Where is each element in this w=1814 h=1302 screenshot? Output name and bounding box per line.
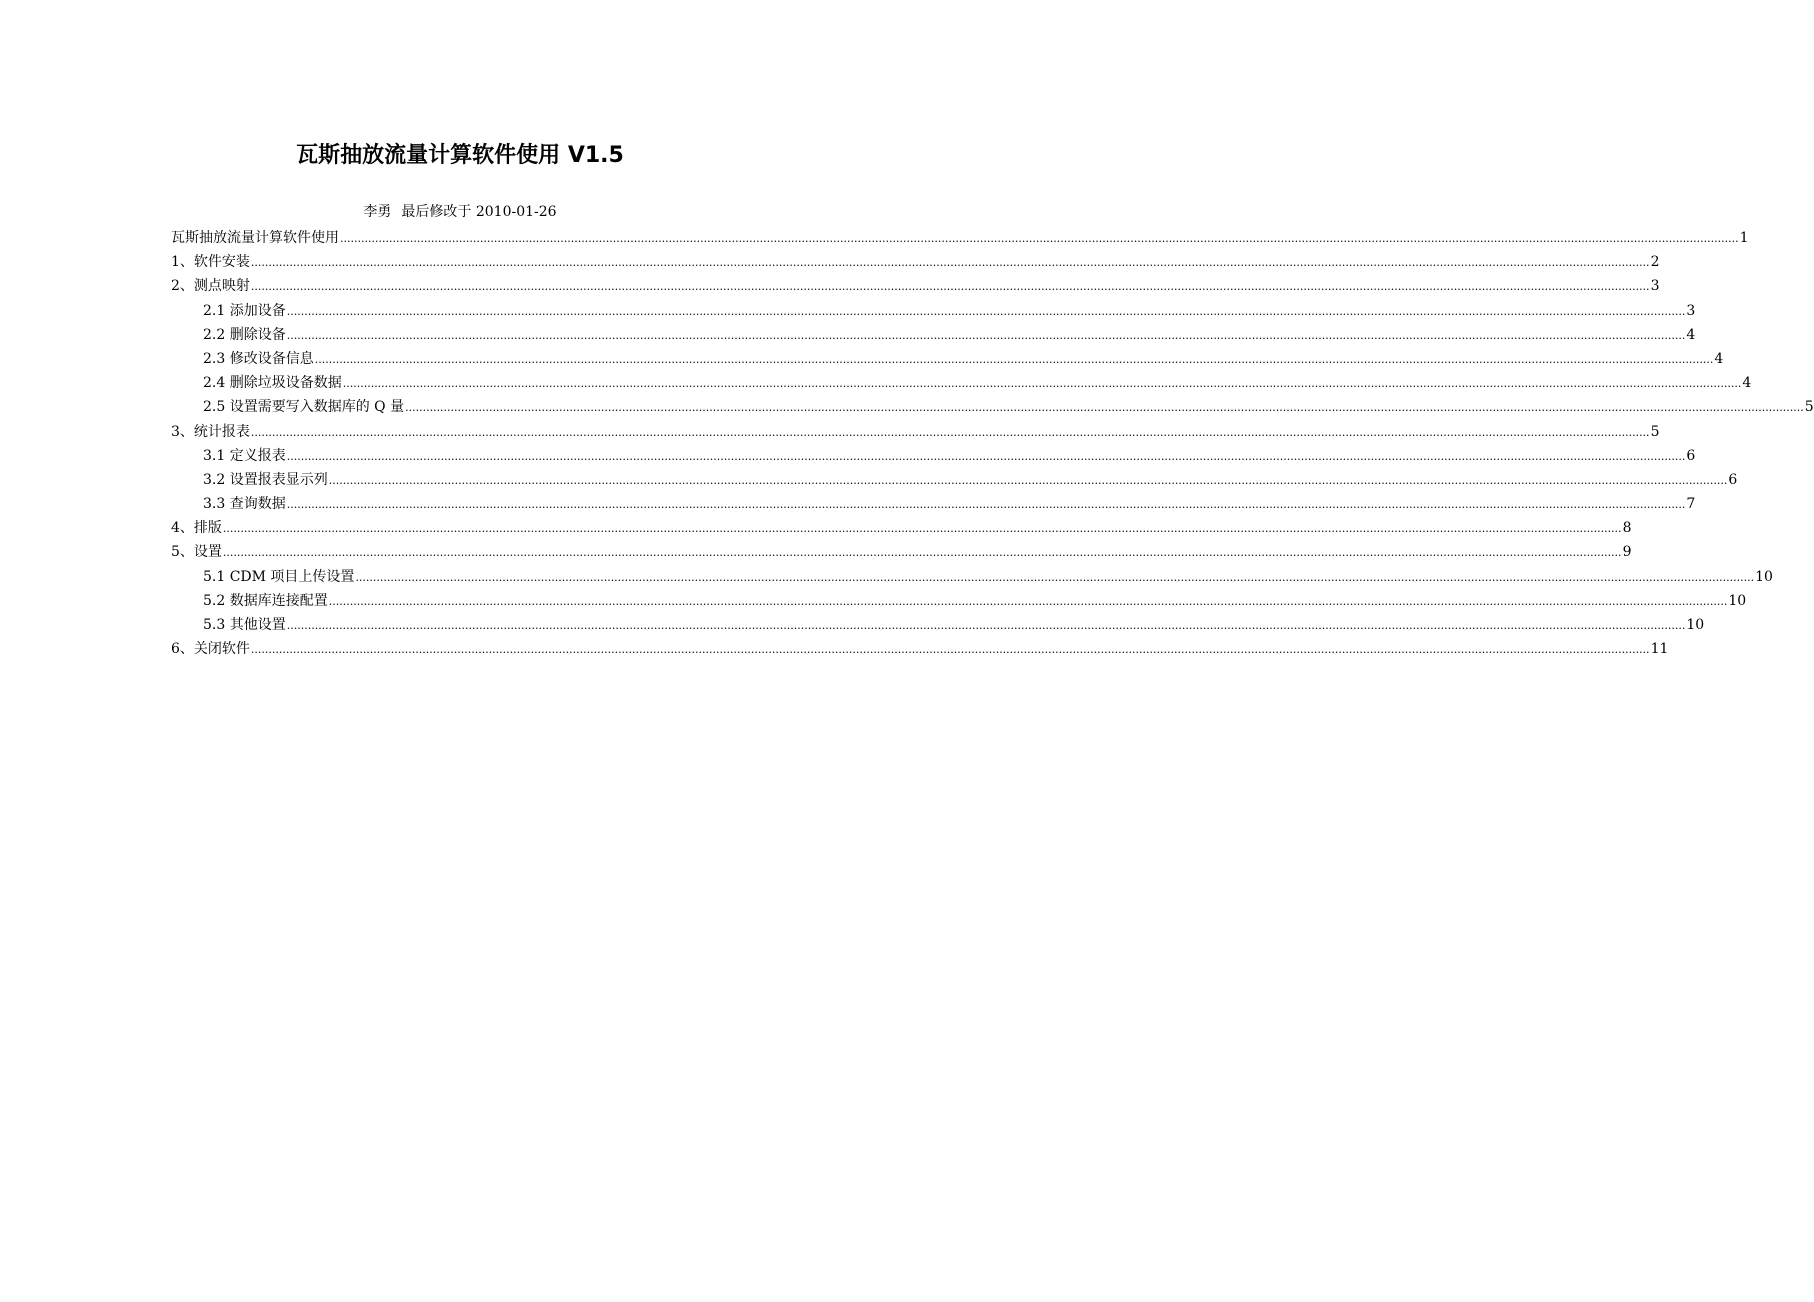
toc-entry-title: 5.1 CDM 项目上传设置 bbox=[203, 568, 355, 585]
toc-entry[interactable] bbox=[171, 371, 1752, 395]
toc-entry-title: 2.5 设置需要写入数据库的 Q 量 bbox=[203, 399, 405, 416]
toc-page-number: 4 bbox=[1742, 375, 1752, 392]
toc-dot-leader: ................................................................................................................................................................................................................................................................................................................................................................................................................ bbox=[328, 473, 1728, 487]
document-byline bbox=[0, 202, 920, 222]
toc-dot-leader: ................................................................................................................................................................................................................................................................................................................................................................................................................ bbox=[250, 643, 1650, 657]
toc-entry-title: 2.2 删除设备 bbox=[203, 326, 286, 343]
toc-entry-title: 2.1 添加设备 bbox=[203, 302, 286, 319]
toc-dot-leader: ................................................................................................................................................................................................................................................................................................................................................................................................................ bbox=[286, 449, 1686, 463]
toc-dot-leader: ................................................................................................................................................................................................................................................................................................................................................................................................................ bbox=[250, 425, 1650, 439]
toc-entry-title: 5.3 其他设置 bbox=[203, 617, 286, 633]
toc-entry-title: 5.2 数据库连接配置 bbox=[203, 592, 328, 609]
toc-dot-leader: ................................................................................................................................................................................................................................................................................................................................................................................................................ bbox=[405, 401, 1804, 415]
toc-entry[interactable] bbox=[171, 444, 1696, 468]
toc-dot-leader: ................................................................................................................................................................................................................................................................................................................................................................................................................ bbox=[314, 352, 1714, 366]
toc-page-number: 9 bbox=[1622, 544, 1632, 561]
toc-page-number: 10 bbox=[1755, 568, 1773, 585]
toc-entry-title: 2.4 删除垃圾设备数据 bbox=[203, 375, 342, 392]
toc-dot-leader: ................................................................................................................................................................................................................................................................................................................................................................................................................ bbox=[222, 546, 1622, 560]
toc-dot-leader: ................................................................................................................................................................................................................................................................................................................................................................................................................ bbox=[328, 594, 1728, 608]
toc-entry[interactable] bbox=[171, 589, 1747, 613]
toc-entry[interactable] bbox=[171, 540, 1632, 564]
toc-entry[interactable] bbox=[171, 274, 1660, 298]
toc-entry[interactable] bbox=[171, 565, 1773, 589]
toc-page-number: 5 bbox=[1804, 399, 1814, 416]
toc-dot-leader: ................................................................................................................................................................................................................................................................................................................................................................................................................ bbox=[286, 498, 1686, 512]
toc-entry-title: 3.1 定义报表 bbox=[203, 447, 286, 464]
toc-entry[interactable] bbox=[171, 613, 1705, 637]
toc-page-number: 3 bbox=[1650, 278, 1660, 295]
toc-page-number: 4 bbox=[1686, 326, 1696, 343]
toc-page-number: 8 bbox=[1622, 520, 1632, 537]
toc-entry[interactable] bbox=[171, 637, 1669, 661]
toc-entry[interactable] bbox=[171, 226, 1749, 250]
toc-entry-title: 瓦斯抽放流量计算软件使用 bbox=[171, 230, 339, 246]
toc-entry[interactable] bbox=[171, 250, 1660, 274]
toc-entry[interactable] bbox=[171, 420, 1660, 444]
toc-entry-title: 2.3 修改设备信息 bbox=[203, 350, 314, 367]
toc-page-number: 1 bbox=[1739, 230, 1749, 246]
toc-entry[interactable] bbox=[171, 299, 1696, 323]
toc-page-number: 6 bbox=[1728, 471, 1738, 488]
author-name: 李勇 bbox=[363, 204, 392, 220]
toc-entry[interactable] bbox=[171, 395, 1814, 419]
toc-page-number: 2 bbox=[1650, 254, 1660, 271]
toc-page-number: 10 bbox=[1728, 592, 1747, 609]
toc-dot-leader: ................................................................................................................................................................................................................................................................................................................................................................................................................ bbox=[286, 328, 1686, 342]
toc-page-number: 7 bbox=[1686, 496, 1696, 513]
toc-dot-leader: ................................................................................................................................................................................................................................................................................................................................................................................................................ bbox=[250, 280, 1650, 294]
toc-entry[interactable] bbox=[171, 492, 1696, 516]
toc-dot-leader: ................................................................................................................................................................................................................................................................................................................................................................................................................ bbox=[355, 570, 1755, 584]
toc-dot-leader: ................................................................................................................................................................................................................................................................................................................................................................................................................ bbox=[222, 522, 1622, 536]
table-of-contents bbox=[171, 226, 1814, 661]
toc-page-number: 11 bbox=[1650, 641, 1669, 658]
toc-dot-leader: ................................................................................................................................................................................................................................................................................................................................................................................................................ bbox=[286, 619, 1686, 632]
toc-entry[interactable] bbox=[171, 468, 1738, 492]
toc-page-number: 10 bbox=[1686, 617, 1705, 633]
toc-entry-title: 5、设置 bbox=[171, 544, 222, 561]
toc-entry-title: 2、测点映射 bbox=[171, 278, 250, 295]
toc-entry-title: 1、软件安装 bbox=[171, 254, 250, 271]
toc-entry-title: 6、关闭软件 bbox=[171, 641, 250, 658]
toc-dot-leader: ................................................................................................................................................................................................................................................................................................................................................................................................................ bbox=[342, 377, 1742, 391]
toc-page-number: 3 bbox=[1686, 302, 1696, 319]
toc-page-number: 6 bbox=[1686, 447, 1696, 464]
last-modified-date: 最后修改于 2010-01-26 bbox=[401, 204, 557, 220]
toc-entry[interactable] bbox=[171, 347, 1724, 371]
toc-entry[interactable] bbox=[171, 516, 1632, 540]
toc-page-number: 4 bbox=[1714, 350, 1724, 367]
document-title: 瓦斯抽放流量计算软件使用 V1.5 bbox=[296, 143, 624, 168]
toc-page-number: 5 bbox=[1650, 423, 1660, 440]
toc-entry[interactable] bbox=[171, 323, 1696, 347]
toc-dot-leader: ................................................................................................................................................................................................................................................................................................................................................................................................................ bbox=[340, 232, 1739, 245]
toc-entry-title: 3、统计报表 bbox=[171, 423, 250, 440]
toc-entry-title: 3.2 设置报表显示列 bbox=[203, 471, 328, 488]
toc-dot-leader: ................................................................................................................................................................................................................................................................................................................................................................................................................ bbox=[250, 256, 1650, 270]
toc-entry-title: 4、排版 bbox=[171, 520, 222, 537]
toc-entry-title: 3.3 查询数据 bbox=[203, 496, 286, 513]
toc-dot-leader: ................................................................................................................................................................................................................................................................................................................................................................................................................ bbox=[286, 304, 1686, 318]
